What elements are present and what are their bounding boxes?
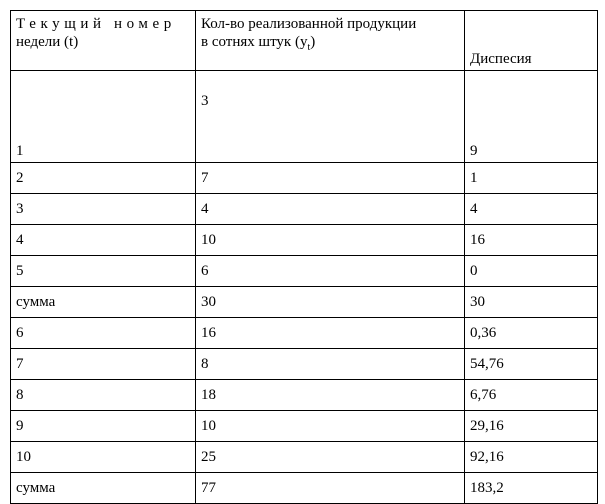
cell-dispersion: 54,76 <box>465 349 598 380</box>
cell-quantity: 25 <box>196 442 465 473</box>
data-table <box>10 10 598 504</box>
cell-dispersion: 9 <box>465 71 598 163</box>
table-row <box>11 256 598 287</box>
header-quantity-line1: Кол-во реализованной продукции <box>201 16 417 32</box>
cell-quantity: 6 <box>196 256 465 287</box>
cell-dispersion: 1 <box>465 163 598 194</box>
table-header-row <box>11 11 598 71</box>
header-quantity <box>196 11 465 71</box>
cell-quantity: 30 <box>196 287 465 318</box>
header-quantity-line2-post: ) <box>310 34 316 50</box>
table-row <box>11 442 598 473</box>
cell-dispersion: 30 <box>465 287 598 318</box>
cell-week: 5 <box>11 256 196 287</box>
cell-dispersion: 4 <box>465 194 598 225</box>
cell-dispersion: 29,16 <box>465 411 598 442</box>
cell-dispersion: 0 <box>465 256 598 287</box>
header-week-line2: недели (t) <box>16 34 79 50</box>
header-week-number <box>11 11 196 71</box>
cell-week: 8 <box>11 380 196 411</box>
header-week-line1: Текущий номер <box>16 16 176 32</box>
cell-dispersion: 183,2 <box>465 473 598 504</box>
header-dispersion: Диспесия <box>465 11 598 71</box>
table-row <box>11 380 598 411</box>
cell-dispersion: 16 <box>465 225 598 256</box>
cell-quantity: 3 <box>196 71 465 163</box>
header-quantity-line2-pre: в сотнях штук (y <box>201 34 308 50</box>
cell-quantity: 7 <box>196 163 465 194</box>
table-row <box>11 225 598 256</box>
cell-week: 4 <box>11 225 196 256</box>
cell-quantity: 18 <box>196 380 465 411</box>
table-row <box>11 318 598 349</box>
table-row <box>11 71 598 163</box>
cell-week: 3 <box>11 194 196 225</box>
cell-week: сумма <box>11 473 196 504</box>
cell-quantity: 10 <box>196 225 465 256</box>
table-row <box>11 163 598 194</box>
header-quantity-sub: t <box>307 42 311 53</box>
cell-week: 10 <box>11 442 196 473</box>
cell-week: 1 <box>11 71 196 163</box>
cell-quantity: 10 <box>196 411 465 442</box>
cell-week: 2 <box>11 163 196 194</box>
cell-week: сумма <box>11 287 196 318</box>
cell-dispersion: 0,36 <box>465 318 598 349</box>
table-row <box>11 194 598 225</box>
cell-quantity: 77 <box>196 473 465 504</box>
table-row <box>11 349 598 380</box>
cell-quantity: 4 <box>196 194 465 225</box>
table-row-sum <box>11 287 598 318</box>
table-row <box>11 411 598 442</box>
cell-quantity: 16 <box>196 318 465 349</box>
cell-dispersion: 92,16 <box>465 442 598 473</box>
cell-week: 6 <box>11 318 196 349</box>
cell-week: 7 <box>11 349 196 380</box>
cell-dispersion: 6,76 <box>465 380 598 411</box>
cell-quantity: 8 <box>196 349 465 380</box>
cell-week: 9 <box>11 411 196 442</box>
table-row-sum <box>11 473 598 504</box>
